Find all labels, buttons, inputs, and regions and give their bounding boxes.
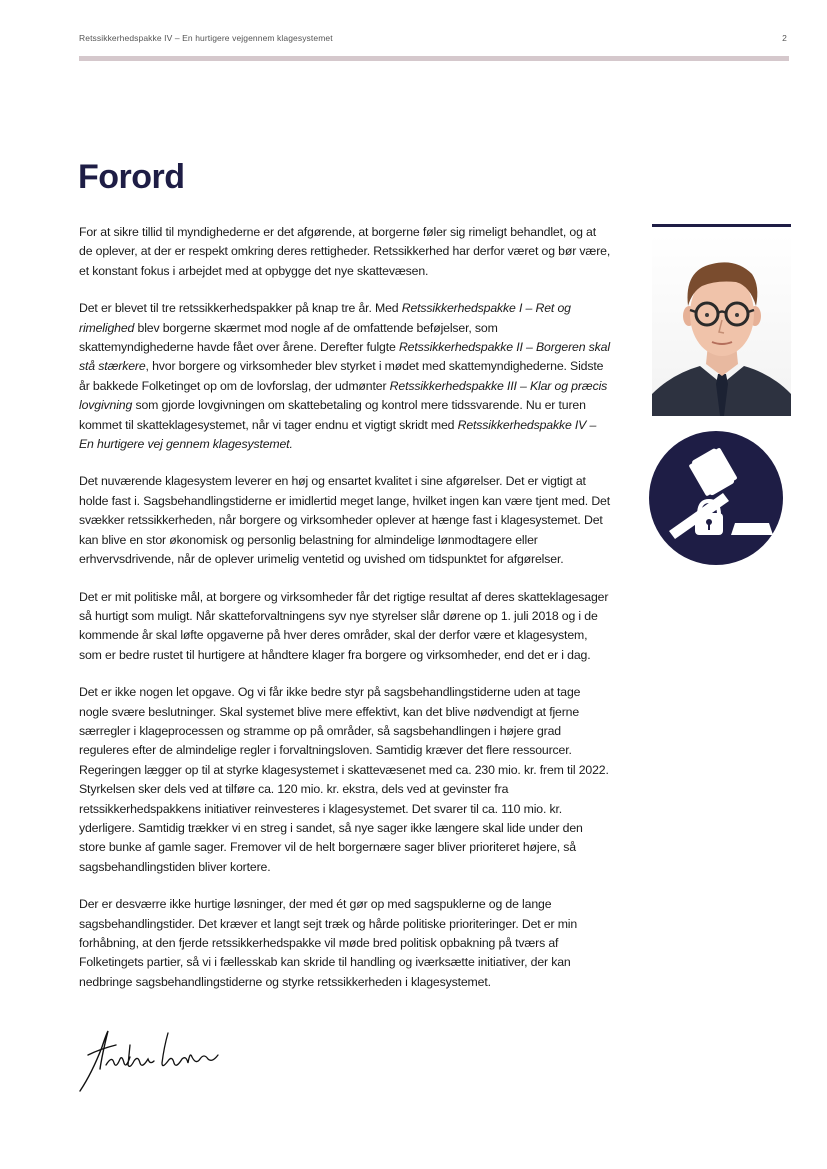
paragraph-3 [79, 472, 611, 569]
paragraph-4 [79, 588, 611, 666]
paragraph-2 [79, 299, 611, 454]
paragraph-6 [79, 895, 611, 992]
paragraph-1 [79, 223, 611, 281]
gavel-padlock-icon [649, 431, 783, 565]
text-run: , hvor borgere og virksomheder blev styrket i mødet med skattemyndighederne. Sidste år bakkede Folketinget op om de lovforslag, der udmønter [79, 359, 604, 393]
text-run: som gjorde lovgivningen om skattebetaling og kontrol mere tidssvarende. Nu er turen kommet til skatteklagesystemet, når vi tager endnu et vigtigt skridt med [79, 398, 586, 432]
text-run: For at sikre tillid til myndighederne er det afgørende, at borgerne føler sig rimeligt behandlet, og at de oplever, at der er respekt omkring deres rettigheder. Retssikkerhed har derfor været og bør være, et konstant fokus i arbejdet med at opbygge det nye skattevæsen. [79, 225, 611, 278]
italic-title-run: Retssikkerhedspakke IV – En hurtigere vej gennem klagesystemet. [79, 417, 597, 452]
body-text [79, 223, 611, 1010]
text-run: Det er ikke nogen let opgave. Og vi får ikke bedre styr på sagsbehandlingstiderne uden at tage nogle svære beslutninger. Skal systemet blive mere effektivt, kan det blive nødvendigt at fjerne særregler i klageprocessen og stramme op på områder, så sagsbehandlingen i højere grad reguleres efter de almindelige regler i forvaltningsloven. Samtidig kræver det flere ressourcer. Regeringen lægger op til at styrke klagesystemet i skattevæsenet med ca. 230 mio. kr. frem til 2022. Styrkelsen sker dels ved at tilføre ca. 120 mio. kr. ekstra, dels ved at gevinster fra retssikkerhedspakkens initiativer reinvesteres i klagesystemet. Det svarer til ca. 110 mio. kr. yderligere. Samtidig trækker vi en streg i sandet, så nye sager ikke længere skal lide under den store bunke af gamle sager. Fremover vil de helt borgernære sager bliver prioriteret højere, så sagsbehandlingstiden bliver kortere. [79, 685, 609, 874]
text-run: blev borgerne skærmet mod nogle af de omfattende beføjelser, som skattemyndighederne havde fået over årene. Derefter fulgte [79, 320, 498, 355]
running-header [79, 33, 789, 43]
text-run: Det er mit politiske mål, at borgere og virksomheder får det rigtige resultat af deres skatteklagesager så hurtigt som muligt. Når skatteforvaltningens syv nye styrelser slår dørene op 1. juli 2018 og i de kommende år skal løfte opgaverne på hver deres områder, skal der derfor være et klagesystem, som er bedre rustet til hurtigere at håndtere klager fra borgere og virksomheder, end det er i dag. [79, 589, 609, 662]
text-run: Der er desværre ikke hurtige løsninger, der med ét gør op med sagspuklerne og de lange sagsbehandlingstider. Det kræver et langt sejt træk og hårde politiske prioriteringer. Det er min forhåbning, at den fjerde retssikkerhedspakke vil møde bred politisk opbakning på tværs af Folketingets partier, så vi i fællesskab kan skride til handling og iværksætte initiativer, der kan nedbringe sagsbehandlingstiderne og styrke retssikkerheden i klagesystemet. [79, 897, 578, 989]
italic-title-run: Retssikkerhedspakke II – Borgeren skal stå stærkere [79, 340, 610, 374]
text-run: Det er blevet til tre retssikkerhedspakker på knap tre år. Med [79, 301, 402, 316]
handwritten-signature [78, 1025, 228, 1095]
paragraph-5 [79, 683, 611, 877]
italic-title-run: Retssikkerhedspakke III – Klar og præcis lovgivning [79, 378, 608, 413]
page-number: 2 [782, 33, 787, 43]
header-rule [79, 56, 789, 61]
sidebar-rule [652, 224, 791, 227]
running-title: Retssikkerhedspakke IV – En hurtigere vejgennem klagesystemet [79, 33, 333, 43]
italic-title-run: Retssikkerhedspakke I – Ret og rimelighed [79, 301, 571, 335]
text-run: Det nuværende klagesystem leverer en høj og ensartet kvalitet i sine afgørelser. Det er vigtigt at holde fast i. Sagsbehandlingstiderne er imidlertid meget lange, hvilket ingen kan være tjent med. Det svækker retssikkerheden, når borgere og virksomheder oplever at hænge fast i klagesystemet. Det kan blive en stor økonomisk og personlig belastning for almindelige lønmodtagere eller erhvervsdrivende, når de oplever urimelig ventetid og uvished om tidspunktet for afgørelser. [79, 474, 611, 567]
page-title: Forord [78, 158, 185, 196]
portrait-photo [652, 234, 791, 416]
